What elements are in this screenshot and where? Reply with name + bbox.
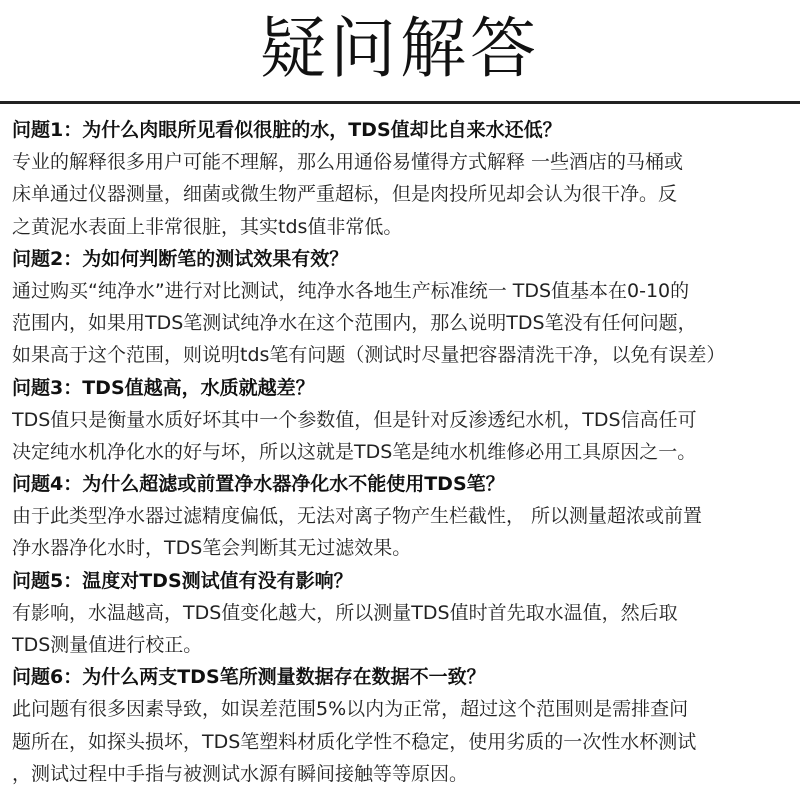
faq-answer-2-line-2: 范围内，如果用TDS笔测试纯净水在这个范围内，那么说明TDS笔没有任何问题， — [12, 312, 697, 335]
faq-question-4: 问题4：为什么超滤或前置净水器净化水不能使用TDS笔？ — [12, 473, 505, 496]
faq-answer-6-line-2: 题所在，如探头损坏，TDS笔塑料材质化学性不稳定，使用劣质的一次性水杯测试 — [12, 730, 697, 753]
faq-list — [12, 114, 794, 790]
faq-answer-1-line-1: 专业的解释很多用户可能不理解，那么用通俗易懂得方式解释 一些酒店的马桶或 — [12, 151, 684, 174]
faq-answer-1-line-2: 床单通过仪器测量，细菌或微生物严重超标，但是肉投所见却会认为很干净。反 — [12, 183, 678, 206]
faq-answer-6-line-1: 此问题有很多因素导致，如误差范围5%以内为正常，超过这个范围则是需排查问 — [12, 698, 689, 721]
page-title: 疑问解答 — [260, 10, 540, 87]
faq-question-3: 问题3：TDS值越高，水质就越差？ — [12, 376, 315, 399]
faq-answer-3-line-1: TDS值只是衡量水质好坏其中一个参数值，但是针对反渗透纪水机，TDS信高任可 — [12, 408, 697, 431]
faq-answer-6-line-3: ，测试过程中手指与被测试水源有瞬间接触等等原因。 — [12, 762, 469, 785]
title-divider — [0, 101, 800, 104]
faq-answer-5-line-1: 有影响，水温越高，TDS值变化越大，所以测量TDS值时首先取水温值，然后取 — [12, 601, 678, 624]
faq-question-1: 问题1：为什么肉眼所见看似很脏的水，TDS值却比自来水还低？ — [12, 119, 562, 141]
faq-answer-1-line-3: 之黄泥水表面上非常很脏，其实tds值非常低。 — [12, 215, 403, 238]
faq-answer-2-line-3: 如果高于这个范围，则说明tds笔有问题（测试时尽量把容器清洗干净，以免有误差） — [12, 344, 726, 367]
faq-question-6: 问题6：为什么两支TDS笔所测量数据存在数据不一致？ — [12, 666, 486, 689]
faq-answer-4-line-2: 净水器净化水时，TDS笔会判断其无过滤效果。 — [12, 537, 412, 560]
faq-question-5: 问题5：温度对TDS测试值有没有影响？ — [12, 569, 353, 592]
faq-answer-5-line-2: TDS测量值进行校正。 — [12, 634, 203, 656]
faq-answer-3-line-2: 决定纯水机净化水的好与坏，所以这就是TDS笔是纯水机维修必用工具原因之一。 — [12, 440, 697, 463]
faq-question-2: 问题2：为如何判断笔的测试效果有效？ — [12, 247, 349, 270]
faq-answer-2-line-1: 通过购买“纯净水”进行对比测试，纯净水各地生产标准统一 TDS值基本在0-10的 — [12, 279, 690, 302]
faq-answer-4-line-1: 由于此类型净水器过滤精度偏低，无法对离子物产生栏截性， 所以测量超浓或前置 — [12, 505, 703, 528]
